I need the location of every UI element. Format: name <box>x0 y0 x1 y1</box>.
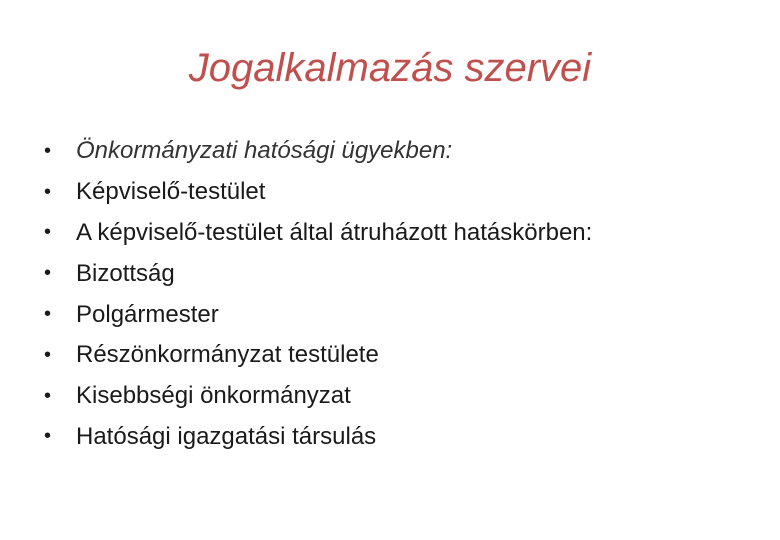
bullet-item <box>44 172 592 213</box>
bullet-item <box>44 417 592 458</box>
bullet-text: Kisebbségi önkormányzat <box>76 382 351 410</box>
bullet-dot-icon: • <box>44 221 52 244</box>
bullet-text: Önkormányzati hatósági ügyekben: <box>76 137 453 165</box>
bullet-text: Polgármester <box>76 300 219 328</box>
bullet-item <box>44 253 592 294</box>
bullet-text: Részönkormányzat testülete <box>76 341 379 369</box>
bullet-item <box>44 335 592 376</box>
bullet-text: Hatósági igazgatási társulás <box>76 422 377 450</box>
bullet-dot-icon: • <box>44 425 52 448</box>
bullet-list <box>44 131 592 457</box>
bullet-dot-icon: • <box>44 262 52 285</box>
bullet-item <box>44 294 592 335</box>
bullet-dot-icon: • <box>44 384 52 407</box>
bullet-item <box>44 213 592 254</box>
bullet-dot-icon: • <box>44 343 52 366</box>
bullet-dot-icon: • <box>44 139 52 162</box>
bullet-text: Bizottság <box>76 259 175 287</box>
bullet-text: A képviselő-testület által átruházott hatáskörben: <box>76 218 593 246</box>
slide-title: Jogalkalmazás szervei <box>188 46 592 90</box>
bullet-text: Képviselő-testület <box>76 178 266 206</box>
bullet-item <box>44 131 592 172</box>
bullet-dot-icon: • <box>44 303 52 326</box>
bullet-item <box>44 376 592 417</box>
bullet-dot-icon: • <box>44 180 52 203</box>
